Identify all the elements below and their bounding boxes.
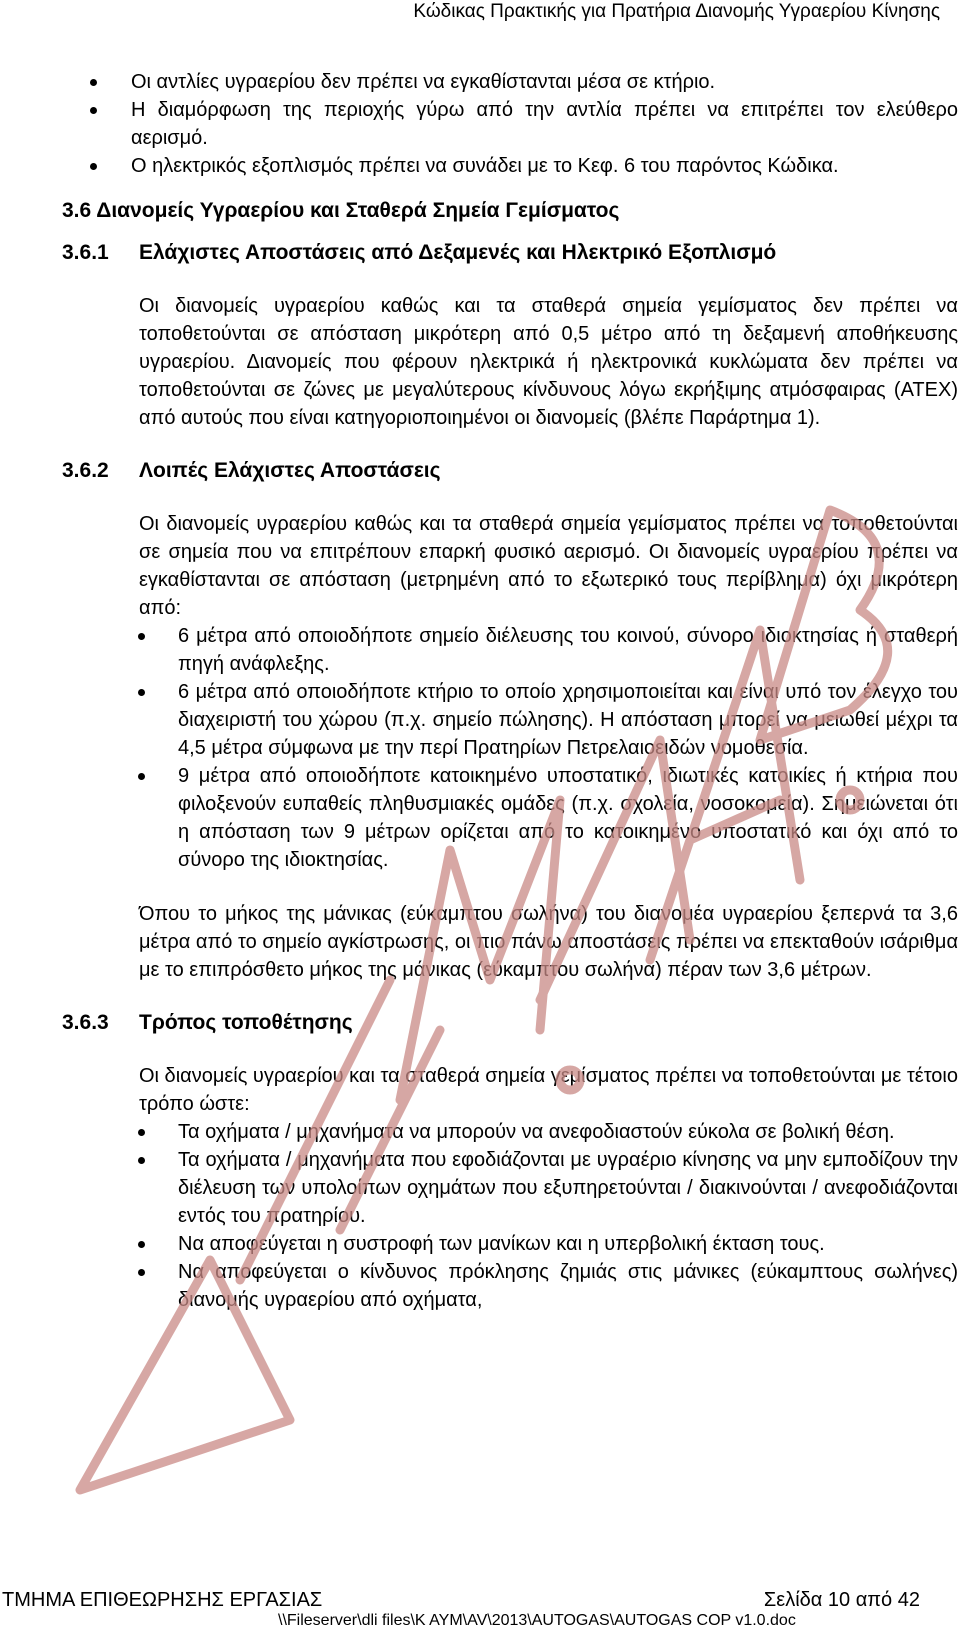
list-item: Η διαμόρφωση της περιοχής γύρω από την αντλία πρέπει να επιτρέπει τον ελεύθερο αερισμό. (62, 96, 958, 152)
list-item: 9 μέτρα από οποιοδήποτε κατοικημένο υποστατικό, ιδιωτικές κατοικίες ή κτήρια που φιλοξενούν ευπαθείς πληθυσμιακές ομάδες (π.χ. σχολεία, νοσοκομεία). Σημειώνεται ότι η απόσταση των 9 μέτρων ορίζεται από το κατοικημένο υποστατικό και όχι από το σύνορο της ιδιοκτησίας. (62, 762, 958, 874)
list-item: Τα οχήματα / μηχανήματα που εφοδιάζονται με υγραέριο κίνησης να μην εμποδίζουν την διέλευση των υπολοίπων οχημάτων που εξυπηρετούνται / διακινούνται / ανεφοδιάζονται εντός του πρατηρίου. (62, 1146, 958, 1230)
subsection-heading-3-6-1 (62, 238, 958, 268)
bullet-icon (90, 163, 97, 170)
bullet-icon (138, 633, 145, 640)
list-item: 6 μέτρα από οποιοδήποτε κτήριο το οποίο χρησιμοποιείται και είναι υπό τον έλεγχο του διαχειριστή του χώρου (π.χ. σημείο πώλησης). Η απόσταση μπορεί να μειωθεί μέχρι τα 4,5 μέτρα σύμφωνα με την περί Πρατηρίων Πετρελαιοειδών νομοθεσία. (62, 678, 958, 762)
intro-bullet-list (62, 68, 958, 180)
bullet-icon (138, 1269, 145, 1276)
subsection-number: 3.6.1 (62, 241, 109, 264)
subsection-heading-3-6-2 (62, 456, 958, 486)
bullet-icon (138, 773, 145, 780)
list-item: Τα οχήματα / μηχανήματα να μπορούν να ανεφοδιαστούν εύκολα σε βολική θέση. (62, 1118, 958, 1146)
page-content (62, 68, 958, 1314)
subsection-number: 3.6.2 (62, 459, 109, 482)
bullet-icon (90, 79, 97, 86)
list-item: Να αποφεύγεται ο κίνδυνος πρόκλησης ζημιάς στις μάνικες (εύκαμπτους σωλήνες) διανομής υγραερίου από οχήματα, (62, 1258, 958, 1314)
paragraph: Όπου το μήκος της μάνικας (εύκαμπτου σωλήνα) του διανομέα υγραερίου ξεπερνά τα 3,6 μέτρα από το σημείο αγκίστρωσης, οι πιο πάνω αποστάσεις πρέπει να επεκταθούν ισάριθμα με το επιπρόσθετο μήκος της μάνικας (εύκαμπτου σωλήνα) πέραν των 3,6 μέτρων. (139, 903, 958, 981)
bullet-icon (90, 107, 97, 114)
subsection-number: 3.6.3 (62, 1011, 109, 1034)
paragraph: Οι διανομείς υγραερίου καθώς και τα σταθερά σημεία γεμίσματος δεν πρέπει να τοποθετούνται σε απόσταση μικρότερη από 0,5 μέτρο από τη δεξαμενή αποθήκευσης υγραερίου. Διανομείς που φέρουν ηλεκτρικά ή ηλεκτρονικά κυκλώματα δεν πρέπει να τοποθετούνται σε ζώνες με μεγαλύτερους κίνδυνους λόγω εκρήξιμης ατμόσφαιρας (ATEX) από αυτούς που είναι κατηγοριοποιημένοι οι διανομείς (βλέπε Παράρτημα 1). (139, 295, 958, 429)
bullet-icon (138, 1157, 145, 1164)
bullet-icon (138, 1129, 145, 1136)
subsection-title: Τρόπος τοποθέτησης (139, 1011, 353, 1034)
bullet-icon (138, 1241, 145, 1248)
footer-page-number: Σελίδα 10 από 42 (763, 1589, 920, 1611)
distance-bullet-list (62, 622, 958, 874)
bullet-icon (138, 689, 145, 696)
list-item: Οι αντλίες υγραερίου δεν πρέπει να εγκαθίστανται μέσα σε κτήριο. (62, 68, 958, 96)
list-item: 6 μέτρα από οποιοδήποτε σημείο διέλευσης του κοινού, σύνορο ιδιοκτησίας ή σταθερή πηγή ανάφλεξης. (62, 622, 958, 678)
paragraph: Οι διανομείς υγραερίου και τα σταθερά σημεία γεμίσματος πρέπει να τοποθετούνται με τέτοιο τρόπο ώστε: (139, 1065, 958, 1115)
subsection-heading-3-6-3 (62, 1008, 958, 1038)
footer-department: ΤΜΗΜΑ ΕΠΙΘΕΩΡΗΣΗΣ ΕΡΓΑΣΙΑΣ (2, 1589, 323, 1611)
footer-file-path: \\Fileserver\dli files\K AYM\AV\2013\AUTOGAS\AUTOGAS COP v1.0.doc (278, 1612, 796, 1629)
placement-bullet-list (62, 1118, 958, 1314)
subsection-title: Ελάχιστες Αποστάσεις από Δεξαμενές και Ηλεκτρικό Εξοπλισμό (139, 241, 777, 264)
section-heading-3-6: 3.6 Διανομείς Υγραερίου και Σταθερά Σημεία Γεμίσματος (62, 199, 620, 222)
list-item: Να αποφεύγεται η συστροφή των μανίκων και η υπερβολική έκταση τους. (62, 1230, 958, 1258)
page-header: Κώδικας Πρακτικής για Πρατήρια Διανομής Υγραερίου Κίνησης (413, 1, 940, 22)
subsection-title: Λοιπές Ελάχιστες Αποστάσεις (139, 459, 441, 482)
list-item: Ο ηλεκτρικός εξοπλισμός πρέπει να συνάδει με το Κεφ. 6 του παρόντος Κώδικα. (62, 152, 958, 180)
paragraph: Οι διανομείς υγραερίου καθώς και τα σταθερά σημεία γεμίσματος πρέπει να τοποθετούνται σε σημεία που να επιτρέπουν επαρκή φυσικό αερισμό. Οι διανομείς υγραερίου πρέπει να εγκαθίστανται σε απόσταση (μετρημένη από το εξωτερικό τους περίβλημα) όχι μικρότερη από: (139, 513, 958, 619)
